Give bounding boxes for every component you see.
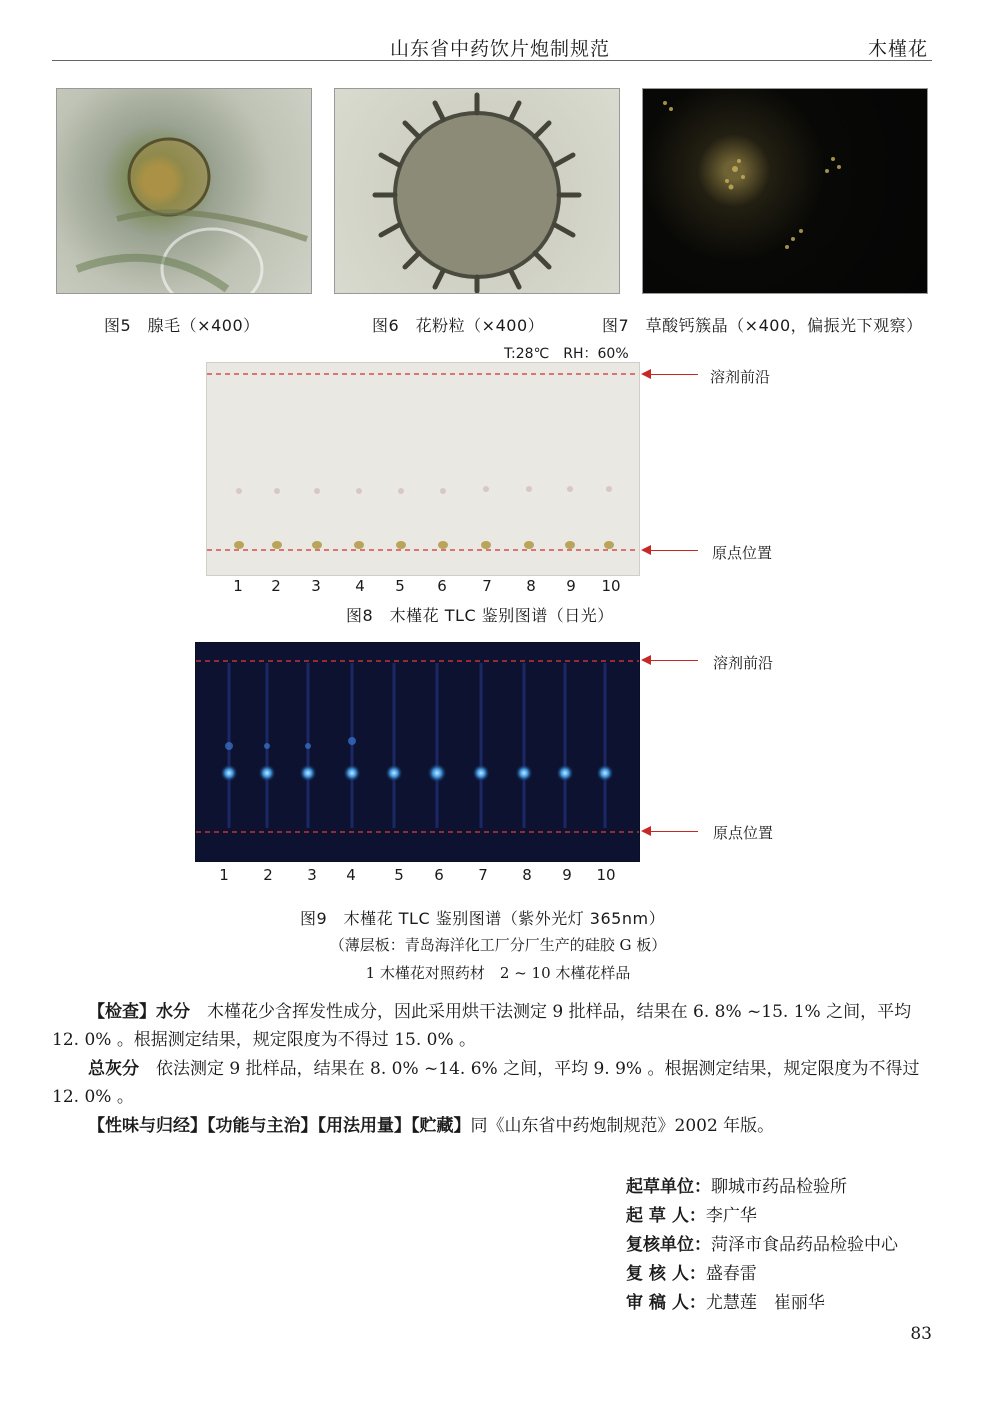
other-headings: 【性味与归经】【功能与主治】【用法用量】【贮藏】	[88, 1116, 471, 1136]
solvent-front-label-fig8: 溶剂前沿	[710, 368, 771, 386]
lane-label: 4	[346, 866, 356, 884]
lane-note: 1 木槿花对照药材 2 ~ 10 木槿花样品	[365, 964, 631, 982]
signoff-row: 复 核 人：盛春雷	[626, 1264, 757, 1284]
solvent-front-arrow	[650, 660, 698, 661]
moisture-heading: 水分	[156, 1002, 190, 1022]
signoff-row: 起草单位：聊城市药品检验所	[626, 1177, 847, 1197]
solvent-front-arrow	[650, 374, 698, 375]
moisture-paragraph	[52, 998, 936, 1054]
lane-label: 5	[395, 577, 405, 595]
pollen-grain-illustration	[335, 89, 619, 293]
lane-label: 10	[596, 866, 616, 884]
page-number: 83	[910, 1324, 932, 1344]
lane-label: 6	[434, 866, 444, 884]
micrograph-glandular-hair	[56, 88, 312, 294]
lane-label: 10	[601, 577, 621, 595]
tlc-uv-spots	[196, 643, 639, 861]
lane-label: 2	[271, 577, 281, 595]
signoff-row: 审 稿 人：尤慧莲 崔丽华	[626, 1293, 825, 1313]
check-heading: 【检查】	[88, 1002, 156, 1022]
lane-label: 5	[394, 866, 404, 884]
signoff-row: 起 草 人：李广华	[626, 1206, 757, 1226]
micrograph-pollen-grain	[334, 88, 620, 294]
header-rule	[52, 60, 932, 61]
tlc-plate-uv	[195, 642, 640, 862]
lane-label: 1	[219, 866, 229, 884]
entry-name: 木槿花	[867, 38, 928, 60]
ash-heading: 总灰分	[88, 1059, 139, 1079]
tlc-daylight-spots	[207, 363, 639, 575]
origin-arrow	[650, 831, 698, 832]
lane-label: 8	[522, 866, 532, 884]
origin-arrow	[650, 550, 698, 551]
plate-note: （薄层板：青岛海洋化工厂分厂生产的硅胶 G 板）	[329, 936, 667, 954]
test-conditions: T:28℃ RH：60%	[504, 346, 629, 362]
fig9-caption: 图9 木槿花 TLC 鉴别图谱（紫外光灯 365nm）	[300, 909, 666, 928]
lane-label: 4	[355, 577, 365, 595]
lane-label: 8	[526, 577, 536, 595]
other-text: 同《山东省中药炮制规范》2002 年版。	[470, 1116, 775, 1136]
lane-label: 3	[307, 866, 317, 884]
lane-label: 7	[482, 577, 492, 595]
lane-label: 1	[233, 577, 243, 595]
crystal-clusters-illustration	[643, 89, 927, 293]
micrograph-calcium-oxalate-crystals	[642, 88, 928, 294]
moisture-text: 木槿花少含挥发性成分，因此采用烘干法测定 9 批样品，结果在 6. 8% ~15. 1% 之间，平均 12. 0% 。根据测定结果，规定限度为不得过 15. 0% 。	[52, 1002, 912, 1050]
lane-label: 7	[478, 866, 488, 884]
fig6-caption: 图6 花粉粒（×400）	[372, 316, 545, 335]
solvent-front-label-fig9: 溶剂前沿	[713, 654, 774, 672]
signoff-row: 复核单位：菏泽市食品药品检验中心	[626, 1235, 898, 1255]
signoff-block	[626, 1172, 898, 1317]
ash-paragraph	[52, 1055, 936, 1111]
other-paragraph	[52, 1112, 936, 1140]
lane-label: 9	[562, 866, 572, 884]
lane-label: 6	[437, 577, 447, 595]
origin-label-fig8: 原点位置	[712, 544, 773, 562]
lane-label: 2	[263, 866, 273, 884]
ash-text: 依法测定 9 批样品，结果在 8. 0% ~14. 6% 之间，平均 9. 9% 。根据测定结果，规定限度为不得过 12. 0% 。	[52, 1059, 920, 1107]
fig7-caption: 图7 草酸钙簇晶（×400，偏振光下观察）	[602, 316, 923, 335]
fig5-caption: 图5 腺毛（×400）	[104, 316, 260, 335]
tlc-plate-daylight	[206, 362, 640, 576]
lane-label: 9	[566, 577, 576, 595]
origin-label-fig9: 原点位置	[713, 824, 774, 842]
lane-label: 3	[311, 577, 321, 595]
fig8-caption: 图8 木槿花 TLC 鉴别图谱（日光）	[346, 606, 614, 625]
book-title: 山东省中药饮片炮制规范	[389, 38, 610, 60]
glandular-hair-illustration	[57, 89, 311, 293]
